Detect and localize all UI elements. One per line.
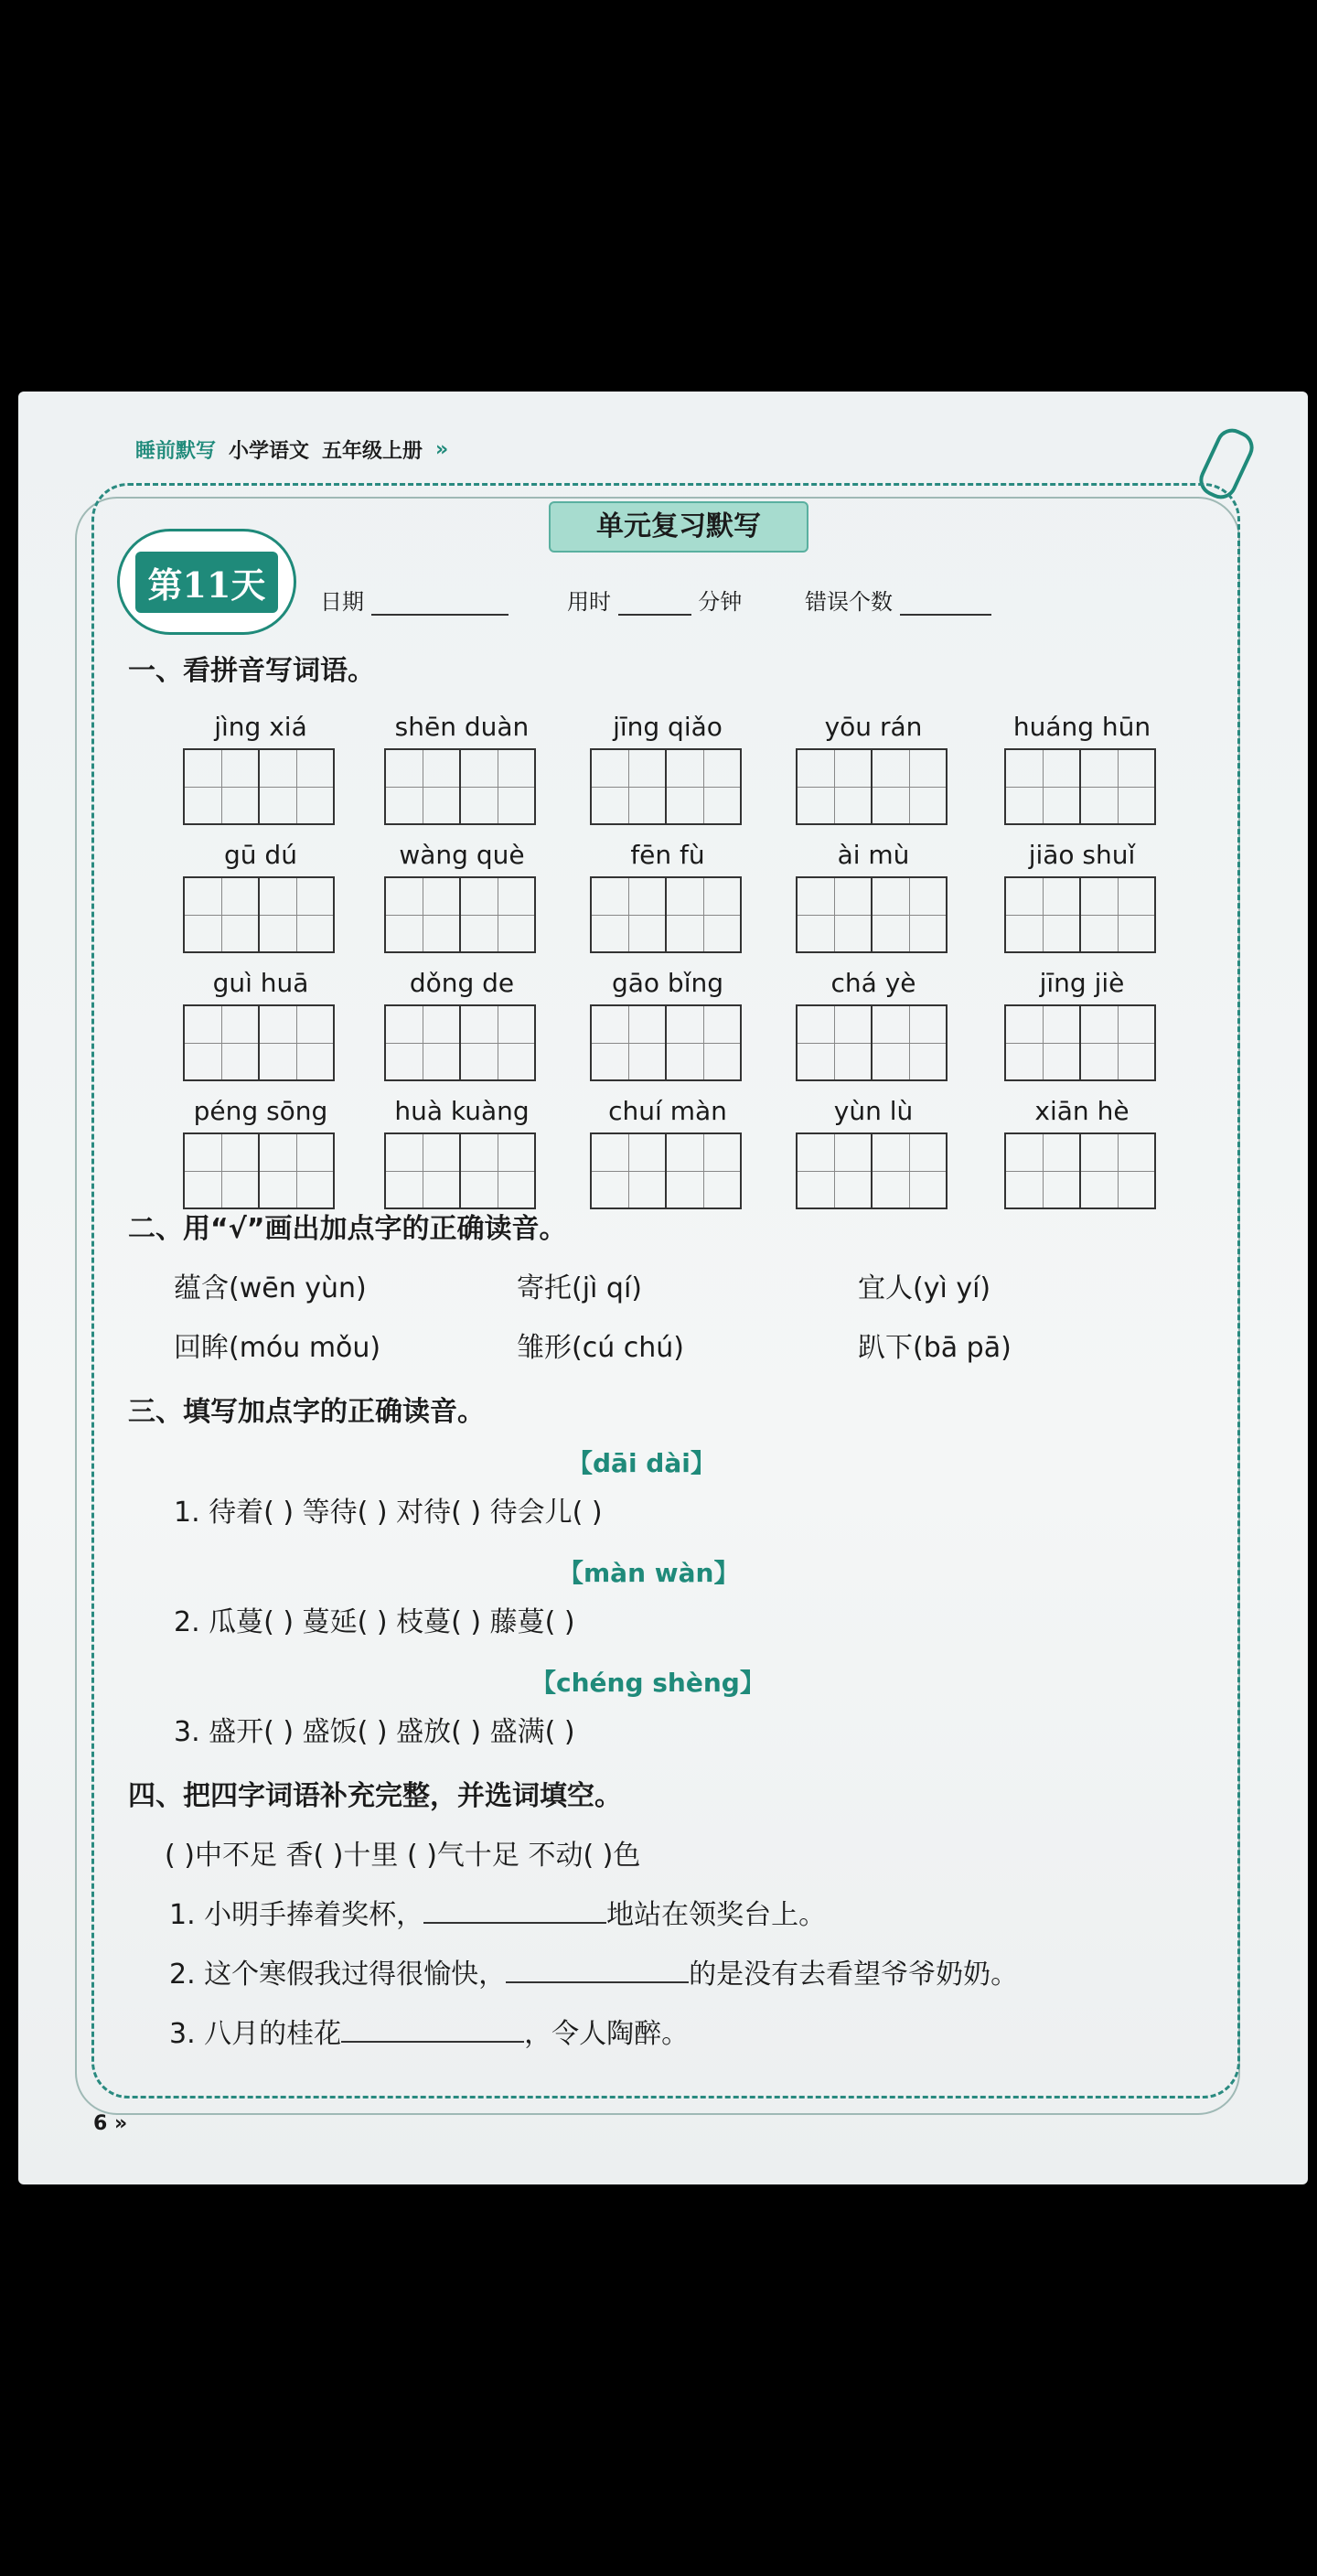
page-number: 6 » (93, 2112, 128, 2135)
grid-cell[interactable] (260, 1006, 333, 1079)
writing-grid[interactable] (1004, 1004, 1156, 1081)
grid-cell[interactable] (185, 1006, 260, 1079)
grid-cell[interactable] (185, 878, 260, 951)
pinyin-label: chá yè (830, 968, 916, 998)
fill-sentence-1: 1. 小明手捧着奖杯， 地站在领奖台上。 (169, 1899, 827, 1931)
reading-row[interactable]: 1. 待着( ) 等待( ) 对待( ) 待会儿( ) (174, 1497, 603, 1529)
time-label: 用时 (567, 589, 611, 615)
grid-cell[interactable] (667, 1134, 740, 1208)
grid-cell[interactable] (592, 878, 667, 951)
pinyin-label: yùn lù (833, 1096, 914, 1126)
brand-label: 睡前默写 (135, 440, 217, 463)
double-chevron-icon: » (435, 438, 449, 461)
grid-cell[interactable] (667, 750, 740, 823)
choice-item[interactable]: 趴下(bā pā) (858, 1332, 1012, 1364)
writing-grid[interactable] (796, 1004, 948, 1081)
section2-title: 二、用“√”画出加点字的正确读音。 (128, 1213, 567, 1245)
grid-cell[interactable] (386, 750, 461, 823)
grid-cell[interactable] (1081, 1006, 1154, 1079)
grid-cell[interactable] (1081, 750, 1154, 823)
fill-blank[interactable] (423, 1922, 606, 1924)
grid-cell[interactable] (1006, 1134, 1081, 1208)
grid-cell[interactable] (386, 1134, 461, 1208)
minute-label: 分钟 (698, 589, 743, 615)
writing-grid[interactable] (796, 876, 948, 953)
reading-row[interactable]: 2. 瓜蔓( ) 蔓延( ) 枝蔓( ) 藤蔓( ) (174, 1606, 575, 1638)
pinyin-label: xiān hè (1034, 1096, 1130, 1126)
choice-item[interactable]: 蕴含(wēn yùn) (174, 1272, 367, 1304)
grid-cell[interactable] (461, 878, 534, 951)
grid-cell[interactable] (798, 878, 873, 951)
grid-cell[interactable] (1006, 750, 1081, 823)
grid-cell[interactable] (667, 1006, 740, 1079)
day-label: 第11天 (135, 552, 279, 613)
grid-cell[interactable] (873, 878, 946, 951)
grid-cell[interactable] (592, 1134, 667, 1208)
pinyin-bracket: 【chéng shèng】 (530, 1668, 766, 1698)
idiom-row[interactable]: ( )中不足 香( )十里 ( )气十足 不动( )色 (165, 1840, 641, 1872)
grid-cell[interactable] (798, 750, 873, 823)
grid-cell[interactable] (873, 1134, 946, 1208)
grid-cell[interactable] (798, 1134, 873, 1208)
writing-grid[interactable] (1004, 1132, 1156, 1209)
page-title: 单元复习默写 (549, 501, 808, 553)
workbook-page (18, 392, 1308, 2184)
grid-cell[interactable] (386, 1006, 461, 1079)
error-blank[interactable] (900, 614, 991, 616)
fill-blank[interactable] (341, 2041, 524, 2043)
writing-grid[interactable] (590, 748, 742, 825)
writing-grid[interactable] (183, 748, 335, 825)
pinyin-label: jīng qiǎo (613, 712, 723, 742)
writing-grid[interactable] (796, 748, 948, 825)
choice-item[interactable]: 宜人(yì yí) (858, 1272, 991, 1304)
writing-grid[interactable] (590, 1004, 742, 1081)
pinyin-label: péng sōng (193, 1096, 328, 1126)
date-label: 日期 (320, 589, 364, 615)
error-field (805, 584, 991, 616)
grade-label: 五年级上册 (322, 440, 423, 463)
grid-cell[interactable] (873, 1006, 946, 1079)
pinyin-label: gū dú (224, 840, 297, 870)
grid-cell[interactable] (461, 1006, 534, 1079)
pinyin-label: shēn duàn (394, 712, 530, 742)
pinyin-label: ài mù (837, 840, 910, 870)
grid-cell[interactable] (1081, 1134, 1154, 1208)
fill-sentence-3: 3. 八月的桂花 ，令人陶醉。 (169, 2018, 690, 2050)
choice-item[interactable]: 回眸(móu mǒu) (174, 1332, 381, 1364)
pinyin-label: fēn fù (630, 840, 705, 870)
grid-cell[interactable] (260, 878, 333, 951)
pinyin-label: guì huā (212, 968, 309, 998)
grid-cell[interactable] (1006, 878, 1081, 951)
reading-row[interactable]: 3. 盛开( ) 盛饭( ) 盛放( ) 盛满( ) (174, 1716, 575, 1748)
writing-grid[interactable] (183, 1004, 335, 1081)
writing-grid[interactable] (183, 876, 335, 953)
fill-blank[interactable] (506, 1981, 689, 1983)
writing-grid[interactable] (590, 1132, 742, 1209)
grid-cell[interactable] (260, 750, 333, 823)
pinyin-label: huà kuàng (394, 1096, 530, 1126)
day-badge (117, 529, 296, 635)
time-field (567, 584, 742, 616)
grid-cell[interactable] (592, 750, 667, 823)
grid-cell[interactable] (461, 750, 534, 823)
pinyin-label: huáng hūn (1012, 712, 1151, 742)
pinyin-label: chuí màn (608, 1096, 727, 1126)
pinyin-bracket: 【dāi dài】 (567, 1448, 716, 1478)
grid-cell[interactable] (1081, 878, 1154, 951)
grid-cell[interactable] (461, 1134, 534, 1208)
time-blank[interactable] (618, 614, 691, 616)
date-blank[interactable] (371, 614, 509, 616)
section1-title: 一、看拼音写词语。 (128, 655, 375, 687)
writing-grid[interactable] (796, 1132, 948, 1209)
grid-cell[interactable] (386, 878, 461, 951)
page-header (135, 435, 448, 464)
error-label: 错误个数 (805, 589, 893, 615)
grid-cell[interactable] (798, 1006, 873, 1079)
pinyin-label: jìng xiá (214, 712, 307, 742)
writing-grid[interactable] (384, 1004, 536, 1081)
section4-title: 四、把四字词语补充完整，并选词填空。 (128, 1780, 622, 1812)
choice-item[interactable]: 雏形(cú chú) (517, 1332, 684, 1364)
pinyin-label: jīng jiè (1039, 968, 1125, 998)
writing-grid[interactable] (183, 1132, 335, 1209)
grid-cell[interactable] (873, 750, 946, 823)
writing-grid[interactable] (1004, 748, 1156, 825)
subject-label: 小学语文 (229, 440, 310, 463)
pinyin-label: wàng què (399, 840, 525, 870)
grid-cell[interactable] (185, 750, 260, 823)
section3-title: 三、填写加点字的正确读音。 (128, 1396, 485, 1428)
grid-cell[interactable] (667, 878, 740, 951)
pinyin-label: yōu rán (824, 712, 923, 742)
writing-grid[interactable] (384, 1132, 536, 1209)
choice-item[interactable]: 寄托(jì qí) (517, 1272, 642, 1304)
date-field (320, 584, 509, 616)
grid-cell[interactable] (592, 1006, 667, 1079)
fill-sentence-2: 2. 这个寒假我过得很愉快， 的是没有去看望爷爷奶奶。 (169, 1959, 1019, 1991)
pinyin-bracket: 【màn wàn】 (558, 1558, 740, 1588)
writing-grid[interactable] (590, 876, 742, 953)
pinyin-label: gāo bǐng (611, 968, 724, 998)
writing-grid[interactable] (384, 748, 536, 825)
grid-cell[interactable] (185, 1134, 260, 1208)
grid-cell[interactable] (260, 1134, 333, 1208)
writing-grid[interactable] (1004, 876, 1156, 953)
pinyin-label: jiāo shuǐ (1028, 840, 1136, 870)
grid-cell[interactable] (1006, 1006, 1081, 1079)
pinyin-label: dǒng de (409, 968, 515, 998)
writing-grid[interactable] (384, 876, 536, 953)
